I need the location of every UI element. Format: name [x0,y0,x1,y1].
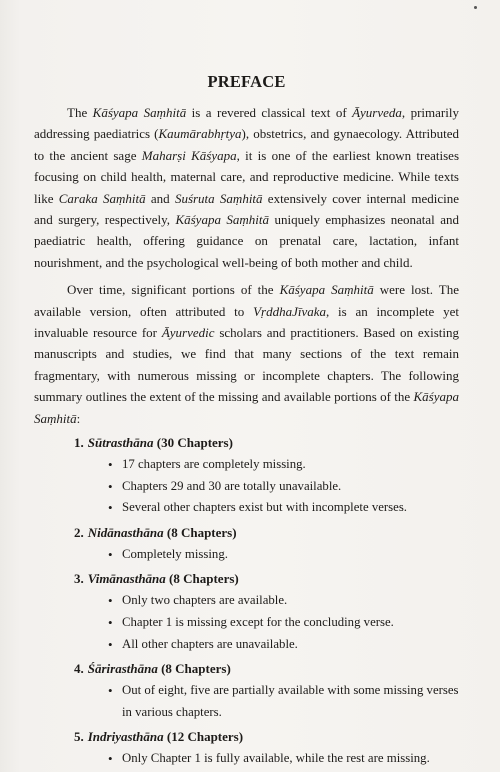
italic-term: Caraka Saṃhitā [58,190,146,206]
section-name: Nidānasthāna [87,524,164,540]
bullet-list [34,590,459,655]
section-heading [74,522,459,544]
section-number: 3. [74,571,84,587]
section-indriyasthana [34,726,459,770]
section-heading [74,568,459,590]
italic-term: Āyurvedic [161,325,215,341]
section-chapter-count: (30 Chapters) [156,435,233,451]
italic-term: Maharṣi Kāśyapa [141,147,237,163]
list-item: • Several other chapters exist but with incomplete verses. [122,497,459,519]
section-number: 5. [74,729,84,745]
section-heading [74,432,459,454]
italic-term: VṛddhaJīvaka [253,303,326,319]
text-run: extensively cover internal medicine and surgery, respectively, [34,190,459,228]
text-run: Over time, significant portions of the [67,282,280,298]
ink-dot [474,6,477,9]
bullet-list [34,544,459,566]
section-vimanasthana [34,568,459,655]
section-name: Sūtrasthāna [87,435,154,451]
text-run: , is an incomplete yet invaluable resource for [34,303,459,341]
text-run: uniquely emphasizes neonatal and paediatric health, offering guidance on prenatal care, lactation, infant nourishment, and the psychological well-being of both mother and child. [34,212,459,270]
page-title: PREFACE [207,72,286,91]
section-number: 2. [74,524,84,540]
italic-term: Kāśyapa Saṃhitā [175,212,270,228]
text-run: and [145,190,175,206]
section-name: Vimānasthāna [87,571,166,587]
list-item: • Completely missing. [122,544,459,566]
section-sarirasthana [34,658,459,723]
text-run: were lost. The available version, often attributed to [34,282,459,319]
preface-paragraph-2 [34,279,459,429]
section-name: Indriyasthāna [87,729,164,745]
section-heading [74,726,459,748]
list-item: • Chapter 1 is missing except for the concluding verse. [122,612,459,634]
section-number: 4. [74,661,84,677]
section-chapter-count: (8 Chapters) [169,571,239,587]
list-item: • Only Chapter 1 is fully available, while the rest are missing. [122,748,459,770]
bullet-list [34,680,459,723]
section-chapter-count: (8 Chapters) [166,524,237,540]
list-item: • Out of eight, five are partially available with some missing verses in various chapters. [122,680,459,723]
section-number: 1. [74,435,84,451]
section-name: Śārirasthāna [87,661,158,677]
list-item: • Only two chapters are available. [122,590,459,612]
italic-term: Kāśyapa Saṃhitā [34,389,459,426]
bullet-list [34,454,459,519]
text-run: scholars and practitioners. Based on existing manuscripts and studies, we find that many sections of the text remain fragmentary, with numerous missing or incomplete chapters. The following summary outlines the extent of the missing and available portions of the [34,325,459,405]
italic-term: Kaumārabhṛtya [158,126,242,142]
text-run: ), obstetrics, and gynaecology. Attributed to the ancient sage [34,126,460,163]
text-run: is a revered classical text of [186,105,353,120]
italic-term: Kāśyapa Saṃhitā [279,282,374,298]
preface-paragraph-1 [34,102,459,273]
italic-term: Kāśyapa Saṃhitā [92,105,187,120]
italic-term: Suśruta Saṃhitā [174,190,263,206]
section-nidanasthana [34,522,459,566]
section-chapter-count: (8 Chapters) [161,661,231,677]
text-run: The [67,105,93,120]
text-run: , primarily addressing paediatrics ( [34,105,459,142]
section-heading [74,658,459,680]
list-item: • Chapters 29 and 30 are totally unavailable. [122,476,459,498]
section-chapter-count: (12 Chapters) [166,729,244,745]
text-run: : [76,410,81,426]
section-sutrasthana [34,432,459,519]
page-content [34,72,459,770]
bullet-list [34,748,459,770]
list-item: • 17 chapters are completely missing. [122,454,459,476]
list-item: • All other chapters are unavailable. [122,634,459,656]
italic-term: Āyurveda [352,105,402,120]
text-run: , it is one of the earliest known treatises focusing on child health, maternal care, and reproductive medicine. While texts like [34,147,459,206]
